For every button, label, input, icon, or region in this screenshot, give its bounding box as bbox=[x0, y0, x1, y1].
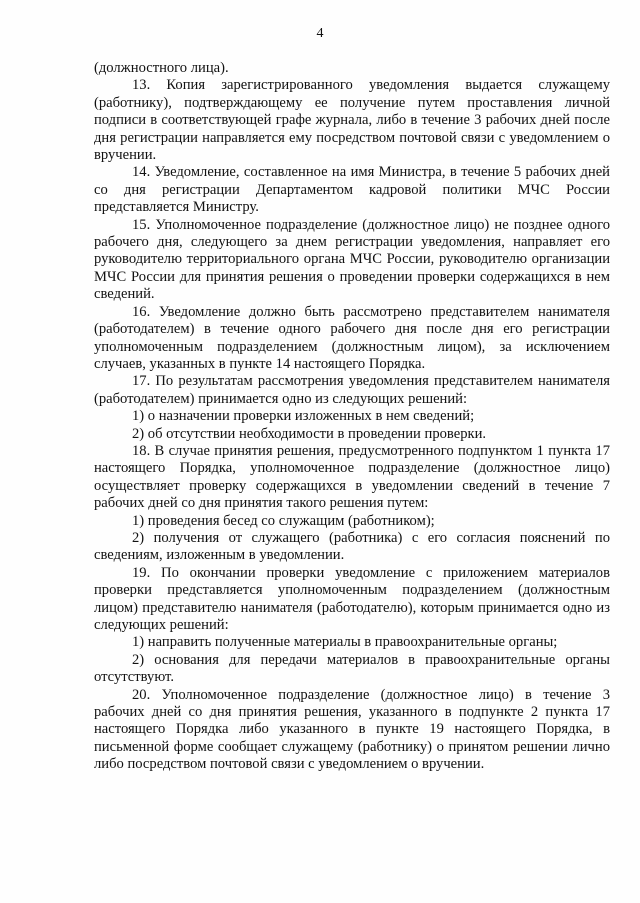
paragraph: 19. По окончании проверки уведомление с приложением материалов проверки представляется уполномоченным подразделением (должностным лицом) представителю нанимателя (работодателю), которым принимается одно из следующих решений: bbox=[94, 564, 610, 633]
paragraph: 18. В случае принятия решения, предусмотренного подпунктом 1 пункта 17 настоящего Порядка, уполномоченное подразделение (должностное лицо) осуществляет проверку содержащихся в уведомлении сведений в течение 7 рабочих дней со дня принятия такого решения путем: bbox=[94, 442, 610, 512]
paragraph: (должностного лица). bbox=[94, 60, 229, 76]
paragraph: 2) основания для передачи материалов в правоохранительные органы отсутствуют. bbox=[94, 651, 610, 686]
paragraph: 2) получения от служащего (работника) с его согласия пояснений по сведениям, изложенным в уведомлении. bbox=[94, 529, 610, 564]
paragraph: 14. Уведомление, составленное на имя Министра, в течение 5 рабочих дней со дня регистрации Департаментом кадровой политики МЧС России представляется Министру. bbox=[94, 164, 610, 216]
paragraph: 1) направить полученные материалы в правоохранительные органы; bbox=[132, 634, 558, 651]
paragraph: 13. Копия зарегистрированного уведомления выдается служащему (работнику), подтверждающему ее получение путем проставления личной подписи в соответствующей графе журнала, либо в течение 3 рабочих дней после дня регистрации направляется ему посредством почтовой связи с уведомлением о вручении. bbox=[94, 77, 610, 164]
document-body bbox=[94, 60, 610, 774]
paragraph: 16. Уведомление должно быть рассмотрено представителем нанимателя (работодателем) в течение одного рабочего дня после дня его регистрации уполномоченным подразделением (должностным лицом), за исключением случаев, указанных в пункте 14 настоящего Порядка. bbox=[94, 303, 610, 372]
paragraph: 1) проведения бесед со служащим (работником); bbox=[132, 512, 435, 529]
page-number: 4 bbox=[316, 26, 324, 41]
paragraph: 20. Уполномоченное подразделение (должностное лицо) в течение 3 рабочих дней со дня принятия решения, указанного в подпункте 2 пункта 17 настоящего Порядка либо указанного в пункте 19 настоящего Порядка, в письменной форме сообщает служащему (работнику) о принятом решении лично либо посредством почтовой связи с уведомлением о вручении. bbox=[94, 686, 610, 773]
paragraph: 17. По результатам рассмотрения уведомления представителем нанимателя (работодателем) принимается одно из следующих решений: bbox=[94, 373, 610, 407]
paragraph: 15. Уполномоченное подразделение (должностное лицо) не позднее одного рабочего дня, следующего за днем регистрации уведомления, направляет его руководителю территориального органа МЧС России, руководителю организации МЧС России для принятия решения о проведении проверки содержащихся в нем сведений. bbox=[94, 216, 610, 303]
paragraph: 2) об отсутствии необходимости в проведении проверки. bbox=[132, 425, 487, 442]
paragraph: 1) о назначении проверки изложенных в нем сведений; bbox=[132, 408, 475, 425]
